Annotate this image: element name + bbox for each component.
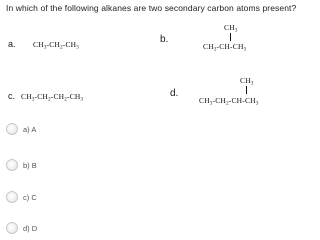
structure-c-formula: $CH_3-CH_2-CH_2-CH_3$	[21, 92, 84, 103]
structure-b-chain: $CH_3-CH-CH_3$	[203, 42, 247, 53]
option-a-radio[interactable]	[6, 123, 18, 135]
option-c[interactable]	[6, 190, 37, 204]
structure-b-bond	[230, 33, 231, 41]
structure-b-branch: $CH_3$	[224, 23, 238, 34]
structure-a-letter: a.	[8, 39, 16, 49]
option-b[interactable]	[6, 158, 37, 172]
structure-c-letter: c.	[8, 91, 16, 101]
structure-a-formula: $CH_3-CH_2-CH_3$	[33, 40, 79, 51]
option-d-label: d) D	[23, 223, 38, 233]
option-b-radio[interactable]	[6, 159, 18, 171]
structure-d-bond	[246, 86, 247, 94]
structure-d-chain: $CH_3-CH_2-CH-CH_3$	[199, 96, 259, 107]
option-d-radio[interactable]	[6, 222, 18, 234]
option-c-radio[interactable]	[6, 191, 18, 203]
question-text: In which of the following alkanes are two secondary carbon atoms present?	[6, 3, 297, 13]
structure-d-branch: $CH_3$	[240, 76, 254, 87]
option-a-label: a) A	[23, 124, 37, 134]
structure-b-letter: b.	[160, 34, 169, 45]
option-c-label: c) C	[23, 192, 37, 202]
option-a[interactable]	[6, 122, 36, 136]
option-b-label: b) B	[23, 160, 37, 170]
option-d[interactable]	[6, 221, 37, 235]
structure-d-letter: d.	[170, 88, 179, 99]
